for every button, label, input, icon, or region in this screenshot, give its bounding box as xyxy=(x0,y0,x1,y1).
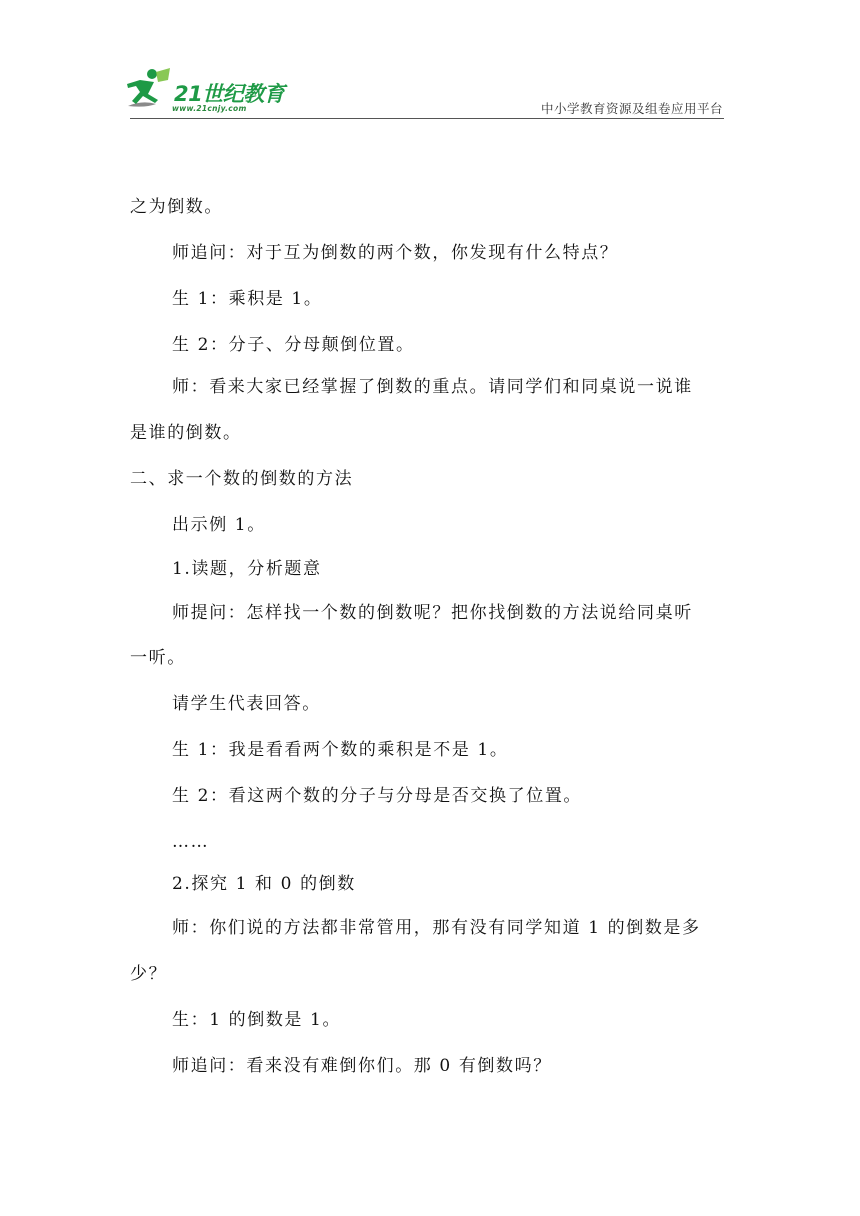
logo xyxy=(122,66,292,116)
page-header xyxy=(0,0,860,120)
text-line: 师追问：对于互为倒数的两个数，你发现有什么特点？ xyxy=(172,243,619,263)
text-line: 师：看来大家已经掌握了倒数的重点。请同学们和同桌说一说谁 xyxy=(172,377,693,397)
logo-url: www.21cnjy.com xyxy=(172,104,247,113)
text-line: 是谁的倒数。 xyxy=(130,423,242,443)
platform-name: 中小学教育资源及组卷应用平台 xyxy=(540,101,723,116)
text-line: 请学生代表回答。 xyxy=(172,694,321,714)
text-line: 出示例 1。 xyxy=(172,515,266,535)
ellipsis: …… xyxy=(172,832,210,852)
text-line: 生：1 的倒数是 1。 xyxy=(172,1010,342,1030)
text-line: 师提问：怎样找一个数的倒数呢？把你找倒数的方法说给同桌听 xyxy=(172,603,693,623)
section-heading: 二、求一个数的倒数的方法 xyxy=(130,469,354,489)
text-line: 生 1：乘积是 1。 xyxy=(172,289,323,309)
runner-logo-icon xyxy=(122,66,174,112)
text-line: 师：你们说的方法都非常管用，那有没有同学知道 1 的倒数是多 xyxy=(172,918,701,938)
subsection-heading: 2.探究 1 和 0 的倒数 xyxy=(172,874,356,894)
text-line: 生 2：看这两个数的分子与分母是否交换了位置。 xyxy=(172,786,583,806)
text-line: 生 2：分子、分母颠倒位置。 xyxy=(172,335,415,355)
subsection-heading: 1.读题，分析题意 xyxy=(172,559,322,579)
text-line: 少？ xyxy=(130,964,168,984)
text-line: 一听。 xyxy=(130,648,186,668)
text-line: 生 1：我是看看两个数的乘积是不是 1。 xyxy=(172,740,509,760)
header-divider xyxy=(130,118,724,119)
logo-text: 21世纪教育 xyxy=(174,82,285,106)
text-line: 师追问：看来没有难倒你们。那 0 有倒数吗？ xyxy=(172,1056,552,1076)
text-line: 之为倒数。 xyxy=(130,197,223,217)
